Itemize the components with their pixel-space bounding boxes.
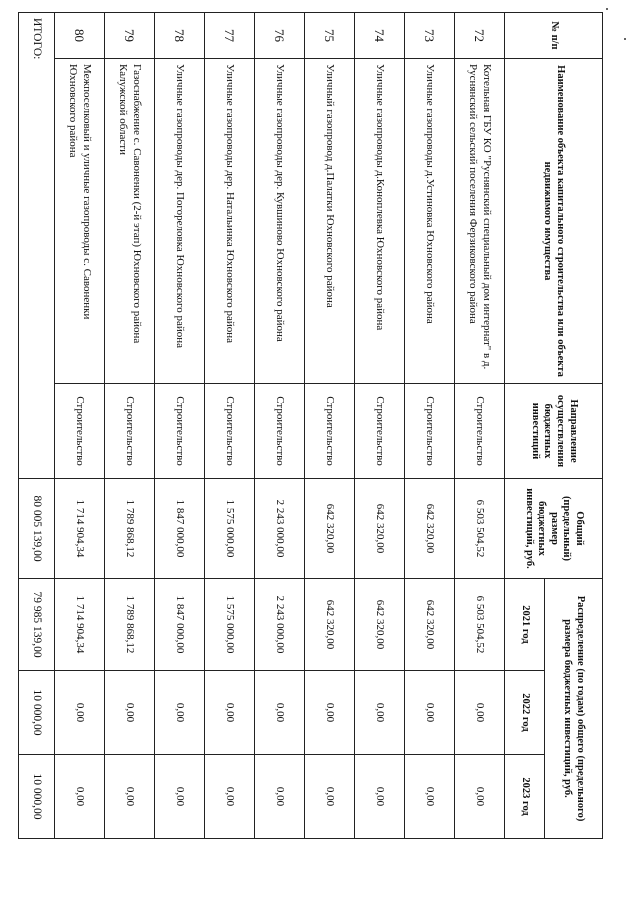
- row-2021: 1 789 868,12: [105, 579, 155, 671]
- row-num: 78: [155, 13, 205, 59]
- row-name: Котельная ГБУ КО "Руснянский специальный дом интернат" в д. Руснянский сельский поселения Ферзиковского района: [455, 59, 505, 384]
- row-num: 74: [355, 13, 405, 59]
- row-2021: 1 714 904,34: [55, 579, 105, 671]
- row-name: Уличные газопроводы д.Устиновка Юхновского района: [405, 59, 455, 384]
- row-2021: 1 575 000,00: [205, 579, 255, 671]
- row-direction: Строительство: [455, 384, 505, 479]
- row-name: Межпоселковый и уличные газопроводы с. Савоненки Юхновского района: [55, 59, 105, 384]
- row-num: 79: [105, 13, 155, 59]
- row-2023: 0,00: [305, 755, 355, 839]
- row-2023: 0,00: [355, 755, 405, 839]
- row-2022: 0,00: [455, 671, 505, 755]
- header-distribution: Распределение (по годам) общего (предельного) размера бюджетных инвестиций, руб.: [545, 579, 603, 839]
- row-total: 1 714 904,34: [55, 479, 105, 579]
- row-num: 76: [255, 13, 305, 59]
- total-2023: 10 000,00: [19, 755, 55, 839]
- row-2022: 0,00: [155, 671, 205, 755]
- row-direction: Строительство: [205, 384, 255, 479]
- row-direction: Строительство: [155, 384, 205, 479]
- row-direction: Строительство: [55, 384, 105, 479]
- row-2021: 6 503 504,52: [455, 579, 505, 671]
- total-row: [19, 13, 55, 839]
- total-2021: 79 985 139,00: [19, 579, 55, 671]
- table-row: [55, 13, 105, 839]
- row-direction: Строительство: [405, 384, 455, 479]
- total-2022: 10 000,00: [19, 671, 55, 755]
- row-2023: 0,00: [105, 755, 155, 839]
- header-2023: 2023 год: [505, 755, 545, 839]
- row-2022: 0,00: [255, 671, 305, 755]
- row-2021: 642 320,00: [305, 579, 355, 671]
- row-2022: 0,00: [105, 671, 155, 755]
- row-num: 73: [405, 13, 455, 59]
- header-2021: 2021 год: [505, 579, 545, 671]
- row-2021: 2 243 000,00: [255, 579, 305, 671]
- row-total: 2 243 000,00: [255, 479, 305, 579]
- row-2023: 0,00: [55, 755, 105, 839]
- row-total: 1 575 000,00: [205, 479, 255, 579]
- row-total: 1 789 868,12: [105, 479, 155, 579]
- row-2022: 0,00: [55, 671, 105, 755]
- row-2022: 0,00: [405, 671, 455, 755]
- row-total: 642 320,00: [355, 479, 405, 579]
- row-num: 72: [455, 13, 505, 59]
- row-total: 642 320,00: [405, 479, 455, 579]
- row-2023: 0,00: [455, 755, 505, 839]
- row-2021: 642 320,00: [405, 579, 455, 671]
- total-label: ИТОГО:: [19, 13, 55, 479]
- header-total: Общий (предельный) размер бюджетных инвестиций, руб.: [505, 479, 603, 579]
- table-row: [355, 13, 405, 839]
- table-row: [255, 13, 305, 839]
- header-2022: 2022 год: [505, 671, 545, 755]
- header-direction: Направление осуществления бюджетных инвестиций: [505, 384, 603, 479]
- table-row: [455, 13, 505, 839]
- table-row: [105, 13, 155, 839]
- row-2023: 0,00: [405, 755, 455, 839]
- budget-investment-table: [18, 12, 603, 839]
- row-2023: 0,00: [255, 755, 305, 839]
- row-total: 1 847 000,00: [155, 479, 205, 579]
- row-name: Уличные газопроводы дер. Погореловка Юхновского района: [155, 59, 205, 384]
- row-name: Уличный газопровод д.Палатки Юхновского района: [305, 59, 355, 384]
- row-2022: 0,00: [355, 671, 405, 755]
- table-row: [405, 13, 455, 839]
- table-row: [305, 13, 355, 839]
- table-row: [205, 13, 255, 839]
- row-direction: Строительство: [105, 384, 155, 479]
- total-amount: 80 005 139,00: [19, 479, 55, 579]
- header-num: № п/п: [505, 13, 603, 59]
- row-total: 642 320,00: [305, 479, 355, 579]
- header-name: Наименование объекта капитального строительства или объекта недвижимого имущества: [505, 59, 603, 384]
- row-direction: Строительство: [255, 384, 305, 479]
- row-num: 77: [205, 13, 255, 59]
- row-2021: 642 320,00: [355, 579, 405, 671]
- row-name: Уличные газопроводы дер. Кувшиново Юхновского района: [255, 59, 305, 384]
- row-2021: 1 847 000,00: [155, 579, 205, 671]
- row-2023: 0,00: [155, 755, 205, 839]
- row-name: Уличные газопроводы д.Коноплевка Юхновского района: [355, 59, 405, 384]
- row-direction: Строительство: [355, 384, 405, 479]
- row-num: 80: [55, 13, 105, 59]
- row-total: 6 503 504,52: [455, 479, 505, 579]
- row-2023: 0,00: [205, 755, 255, 839]
- row-2022: 0,00: [305, 671, 355, 755]
- row-name: Газоснабжение с. Савоненки (2-й этап) Юхновского района Калужской области: [105, 59, 155, 384]
- row-num: 75: [305, 13, 355, 59]
- table-row: [155, 13, 205, 839]
- row-name: Уличные газопроводы дер. Натальинка Юхновского района: [205, 59, 255, 384]
- row-2022: 0,00: [205, 671, 255, 755]
- row-direction: Строительство: [305, 384, 355, 479]
